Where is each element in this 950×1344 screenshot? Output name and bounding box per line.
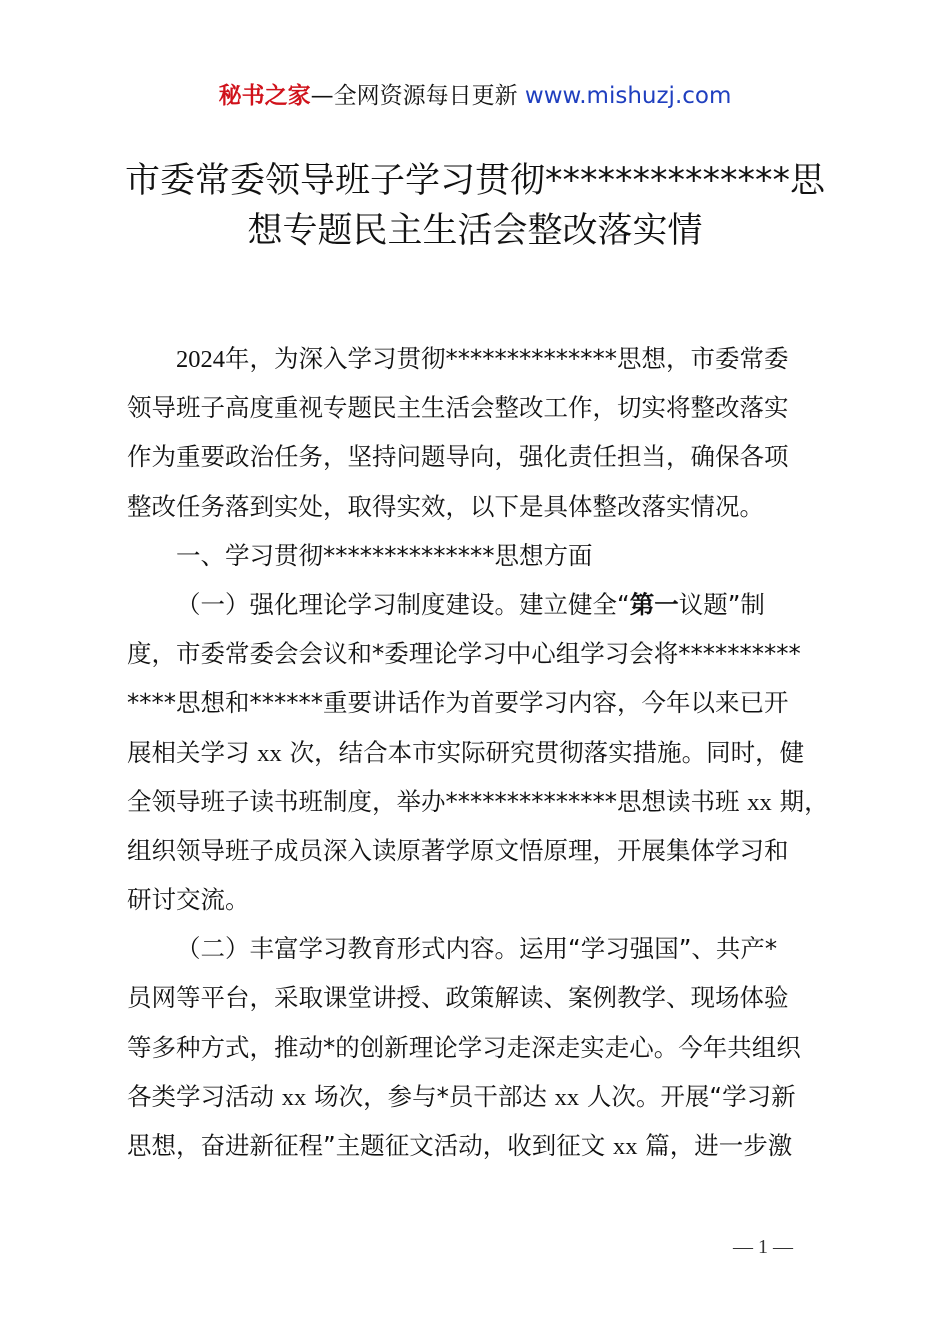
paragraph-intro-line: 作为重要政治任务，坚持问题导向，强化责任担当，确保各项 bbox=[127, 442, 789, 472]
paragraph-line bbox=[127, 728, 837, 777]
paragraph-line: 员网等平台，采取课堂讲授、政策解读、案例教学、现场体验 bbox=[127, 983, 789, 1013]
text-run: 各类学习活动 bbox=[127, 1081, 282, 1111]
paragraph-intro-line: 整改任务落到实处，取得实效，以下是具体整改落实情况。 bbox=[127, 491, 764, 521]
placeholder-xx: xx bbox=[554, 1083, 580, 1111]
site-header bbox=[0, 80, 950, 112]
paragraph-intro-line: 领导班子高度重视专题民主生活会整改工作，切实将整改落实 bbox=[127, 393, 789, 423]
text-run: 展相关学习 bbox=[127, 737, 258, 767]
text-run: 期， bbox=[771, 786, 829, 816]
site-url-link[interactable]: www.mishuzj.com bbox=[524, 83, 732, 109]
header-tagline: —全网资源每日更新 bbox=[310, 83, 518, 109]
placeholder-xx: xx bbox=[257, 739, 282, 767]
section-heading: 一、学习贯彻**************思想方面 bbox=[176, 540, 593, 570]
title-line-1: 市委常委领导班子学习贯彻**************思 bbox=[124, 161, 825, 201]
document-body bbox=[127, 334, 837, 1170]
bold-text: 第一 bbox=[629, 589, 679, 619]
text-run: 议题”制 bbox=[678, 589, 765, 619]
page-number: — 1 — bbox=[733, 1236, 793, 1258]
placeholder-xx: xx bbox=[612, 1133, 638, 1160]
text-run: （一）强化理论学习制度建设。建立健全“ bbox=[176, 589, 630, 619]
year-number: 2024 bbox=[176, 346, 225, 373]
text-run: 年，为深入学习贯彻**************思想，市委常委 bbox=[225, 344, 789, 373]
paragraph-line: 研讨交流。 bbox=[127, 885, 250, 915]
document-title bbox=[100, 156, 850, 256]
paragraph-line: 度，市委常委会会议和*委理论学习中心组学习会将********** bbox=[127, 639, 801, 669]
text-run: 篇，进一步激 bbox=[637, 1131, 793, 1160]
paragraph-line: 组织领导班子成员深入读原著学原文悟原理，开展集体学习和 bbox=[127, 835, 789, 865]
brand-name: 秘书之家 bbox=[218, 83, 311, 109]
placeholder-xx: xx bbox=[281, 1083, 307, 1111]
text-run: 全领导班子读书班制度，举办**************思想读书班 bbox=[127, 786, 748, 816]
paragraph-line bbox=[127, 1072, 837, 1121]
placeholder-xx: xx bbox=[747, 788, 772, 816]
paragraph-line: 等多种方式，推动*的创新理论学习走深走实走心。今年共组织 bbox=[127, 1032, 801, 1062]
title-line-2: 想专题民主生活会整改落实情 bbox=[247, 211, 703, 251]
text-run: 场次，参与*员干部达 bbox=[306, 1081, 555, 1111]
text-run: 次，结合本市实际研究贯彻落实措施。同时，健 bbox=[281, 737, 805, 767]
paragraph-line bbox=[127, 580, 837, 629]
paragraph-line bbox=[127, 777, 837, 826]
paragraph-intro-line bbox=[127, 334, 837, 383]
paragraph-line: ****思想和******重要讲话作为首要学习内容，今年以来已开 bbox=[127, 688, 789, 718]
paragraph-line bbox=[127, 1121, 837, 1170]
text-run: 思想，奋进新征程”主题征文活动，收到征文 bbox=[127, 1131, 613, 1160]
paragraph-line: （二）丰富学习教育形式内容。运用“学习强国”、共产* bbox=[176, 934, 778, 964]
text-run: 人次。开展“学习新 bbox=[579, 1081, 796, 1111]
